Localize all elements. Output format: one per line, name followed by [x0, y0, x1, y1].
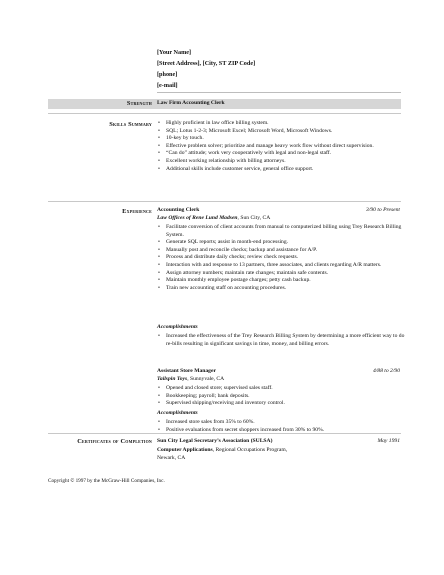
- certificate-org: Sun City Legal Secretary’s Association (SULSA): [157, 438, 273, 444]
- list-item: • Increased store sales from 35% to 60%.: [157, 419, 409, 427]
- header-divider: [157, 92, 401, 93]
- list-item: • Positive evaluations from secret shoppers increased from 30% to 90%.: [157, 427, 409, 435]
- list-item: • Excellent working relationship with billing attorneys.: [157, 158, 407, 166]
- job-duties: [157, 224, 409, 292]
- job-employer-line: [157, 376, 224, 384]
- job-title: Assistant Store Manager: [157, 368, 216, 374]
- list-item: • Supervised shipping/receiving and inventory control.: [157, 400, 409, 408]
- section-divider: [48, 201, 401, 202]
- job-location: , Sunnyvale, CA: [187, 376, 225, 382]
- resume-name: [Your Name]: [157, 49, 192, 56]
- skills-label: Skills Summary: [109, 121, 152, 128]
- certificate-program: [157, 447, 287, 455]
- list-item: • Bookkeeping; payroll; bank deposits.: [157, 393, 409, 401]
- job-employer: Law Offices of Rene Lund Madsen: [157, 215, 238, 221]
- job-dates: 4/88 to 2/90: [372, 368, 400, 374]
- list-item: • Increased the effectiveness of the Trey Research Billing System by determining a more efficient way to do re-bills resulting in significant savings in time, money, and billing errors.: [157, 333, 409, 348]
- certificate-program-name: Computer Applications: [157, 447, 213, 453]
- certificate-date: May 1991: [377, 438, 400, 444]
- section-divider: [48, 433, 401, 434]
- strength-value: Law Firm Accounting Clerk: [157, 100, 225, 106]
- job-employer: Tailspin Toys: [157, 376, 188, 382]
- list-item: • SQL; Lotus 1-2-3; Microsoft Excel; Microsoft Word, Microsoft Windows.: [157, 128, 407, 136]
- certificates-label: Certificates of Completion: [77, 438, 152, 445]
- job-dates: 3/90 to Present: [366, 207, 400, 213]
- certificate-program-detail: , Regional Occupations Program,: [212, 447, 288, 453]
- resume-address: [Street Address], [City, ST ZIP Code]: [157, 60, 256, 67]
- accomplishments-list: [157, 419, 409, 434]
- list-item: • Manually post and reconcile checks; backup and assistance for A/P.: [157, 247, 409, 255]
- list-item: • Additional skills include customer service, general office support.: [157, 166, 407, 174]
- list-item: • Assign attorney numbers; maintain rate changes; maintain safe contents.: [157, 270, 409, 278]
- skills-list: [157, 120, 407, 173]
- list-item: • Train new accounting staff on accounting procedures.: [157, 285, 409, 293]
- list-item: • Effective problem solver; prioritize and manage heavy work flow without direct supervision.: [157, 143, 407, 151]
- list-item: • “Can do” attitude; work very cooperatively with legal and non-legal staff.: [157, 150, 407, 158]
- accomplishments-heading: Accomplishments: [157, 324, 198, 330]
- list-item: • Process and distribute daily checks; review check requests.: [157, 254, 409, 262]
- list-item: • Facilitate conversion of client accounts from manual to computerized billing using Trey Research Billing System.: [157, 224, 409, 239]
- list-item: • Maintain monthly employee postage charges; petty cash backup.: [157, 277, 409, 285]
- list-item: • Highly proficient in law office billing system.: [157, 120, 407, 128]
- job-employer-line: [157, 215, 270, 223]
- list-item: • Interaction with and response to 13 partners, three associates, and clients regarding A/R matters.: [157, 262, 409, 270]
- experience-label: Experience: [122, 208, 152, 215]
- job-location: , Sun City, CA: [237, 215, 271, 221]
- job-duties: [157, 385, 409, 408]
- resume-phone: [phone]: [157, 71, 178, 78]
- section-divider: [48, 113, 401, 114]
- copyright-footer: Copyright © 1997 by the McGraw-Hill Companies, Inc.: [48, 478, 165, 484]
- job-title: Accounting Clerk: [157, 207, 200, 213]
- accomplishments-heading: Accomplishments: [157, 410, 198, 416]
- resume-email: [e-mail]: [157, 82, 178, 89]
- list-item: • Opened and closed store; supervised sales staff.: [157, 385, 409, 393]
- list-item: • Generate SQL reports; assist in month-end processing.: [157, 239, 409, 247]
- certificate-location: Newark, CA: [157, 455, 186, 461]
- accomplishments-list: [157, 333, 409, 348]
- list-item: • 10-key by touch.: [157, 135, 407, 143]
- strength-label: Strength: [126, 100, 152, 107]
